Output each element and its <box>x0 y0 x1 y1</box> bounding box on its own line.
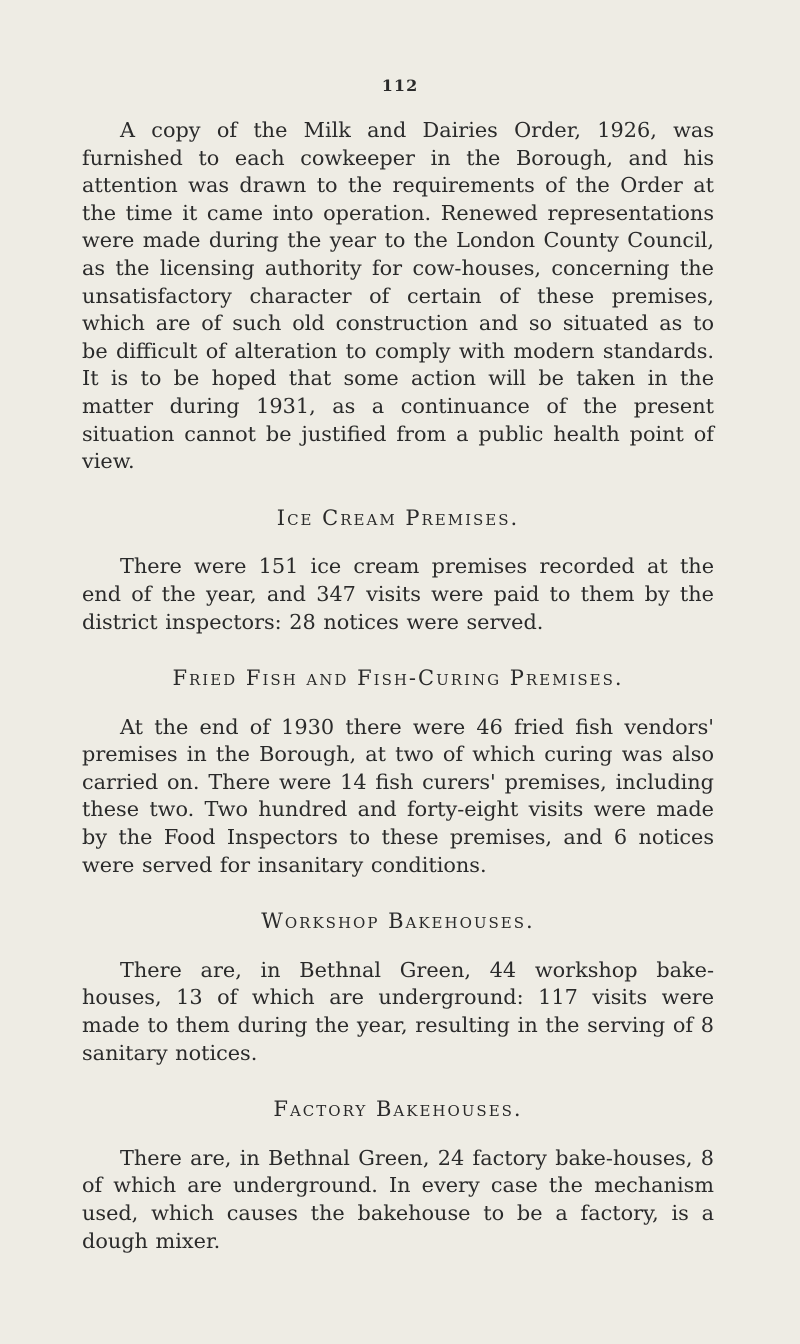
workshop-bakehouses-heading: Workshop Bakehouses. <box>261 909 535 934</box>
fried-fish-paragraph: At the end of 1930 there were 46 fried fish vendors' premises in the Borough, at two of which curing was also carried on. There were 14 fish curers' premises, including these two. Two hundred and forty-eight visits were made by the Food Inspectors to these premises, and 6 notices were served for insanitary conditions. <box>82 714 714 877</box>
spacer <box>82 936 714 957</box>
spacer <box>82 532 714 553</box>
factory-bakehouses-heading: Factory Bakehouses. <box>273 1097 523 1122</box>
spacer <box>82 1067 714 1096</box>
spacer <box>82 879 714 908</box>
fried-fish-heading: Fried Fish and Fish-Curing Premises. <box>172 666 624 691</box>
workshop-bakehouses-paragraph: There are, in Bethnal Green, 44 workshop bake-houses, 13 of which are underground: 117 visits were made to them during the year, resulting in the serving of 8 sanitary notices. <box>82 957 714 1065</box>
factory-bakehouses-paragraph: There are, in Bethnal Green, 24 factory bake-houses, 8 of which are underground. In every case the mechanism used, which causes the bakehouse to be a factory, is a dough mixer. <box>82 1145 714 1253</box>
spacer <box>82 476 714 505</box>
page-number: 112 <box>381 76 419 95</box>
milk-dairies-paragraph: A copy of the Milk and Dairies Order, 1926, was furnished to each cowkeeper in the Borough, and his attention was drawn to the requirements of the Order at the time it came into operation. Renewed representations were made during the year to the London County Council, as the licensing authority for cow-houses, concerning the unsatisfactory character of certain of these premises, which are of such old construction and so situated as to be difficult of alteration to comply with modern standards. It is to be hoped that some action will be taken in the matter during 1931, as a continuance of the present situation cannot be justified from a public health point of view. <box>82 118 714 474</box>
ice-cream-heading: Ice Cream Premises. <box>276 505 520 530</box>
ice-cream-paragraph: There were 151 ice cream premises recorded at the end of the year, and 347 visits were paid to them by the district inspectors: 28 notices were served. <box>82 554 714 634</box>
spacer <box>82 693 714 714</box>
body-text <box>82 117 714 1255</box>
spacer <box>82 1124 714 1145</box>
spacer <box>82 636 714 665</box>
